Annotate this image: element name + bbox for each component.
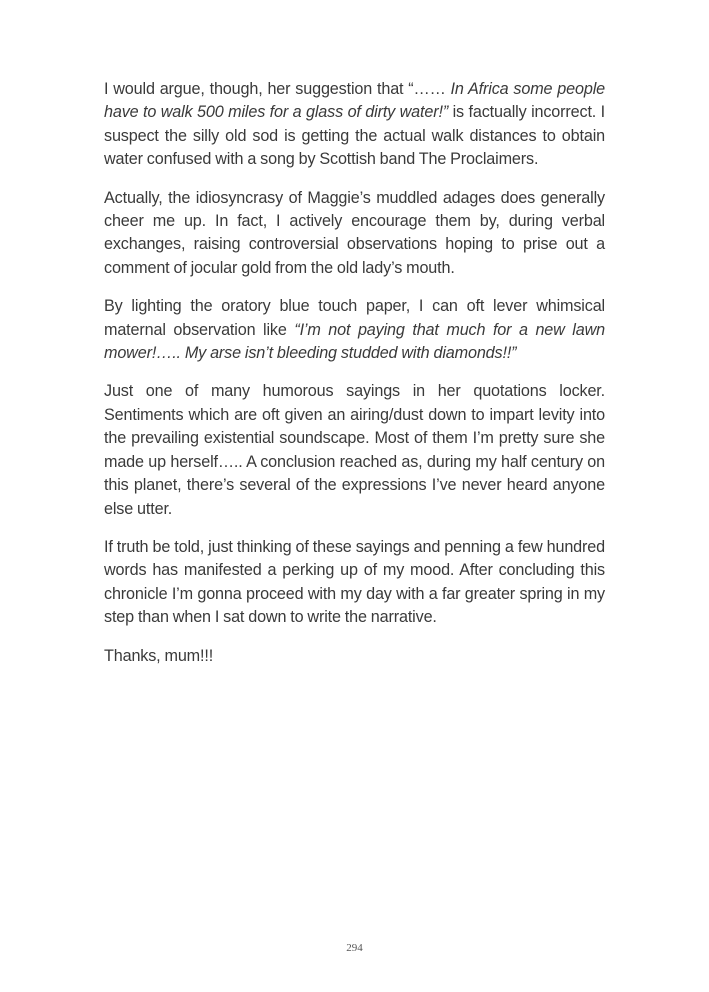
paragraph-text: I would argue, though, her suggestion that “…… — [104, 80, 451, 98]
paragraph-text: Actually, the idiosyncrasy of Maggie’s muddled adages does generally cheer me up. In fact, I actively encourage them by, during verbal exchanges, raising controversial observations hoping to prise out a comment of jocular gold from the old lady’s mouth. — [104, 188, 605, 277]
paragraph-text: Just one of many humorous sayings in her quotations locker. Sentiments which are oft given an airing/dust down to impart levity into the prevailing existential soundscape. Most of them I’m pretty sure she made up herself….. A conclusion reached as, during my half century on this planet, there’s several of the expressions I’ve never heard anyone else utter. — [104, 382, 605, 518]
paragraph-text: Thanks, mum!!! — [104, 646, 214, 665]
quoted-saying: “I’m not paying that much for a new lawn mower!….. My arse isn’t bleeding studded with diamonds!!” — [104, 320, 605, 363]
paragraph-3 — [104, 295, 605, 365]
paragraph-text: is factually incorrect. I suspect the silly old sod is getting the actual walk distances to obtain water confused with a song by Scottish band The Proclaimers. — [104, 103, 606, 169]
quoted-saying: In Africa some people have to walk 500 miles for a glass of dirty water!” — [104, 80, 605, 122]
page-number: 294 — [346, 942, 363, 954]
paragraph-text: By lighting the oratory blue touch paper, I can oft lever whimsical maternal observation like — [104, 297, 605, 339]
paragraph-2 — [104, 187, 605, 281]
page-body — [104, 78, 605, 683]
paragraph-1 — [104, 78, 605, 172]
paragraph-6 — [104, 645, 605, 668]
paragraph-5 — [104, 536, 605, 630]
paragraph-4 — [104, 380, 605, 520]
paragraph-text: If truth be told, just thinking of these sayings and penning a few hundred words has manifested a perking up of my mood. After concluding this chronicle I’m gonna proceed with my day with a far greater spring in my step than when I sat down to write the narrative. — [104, 537, 605, 627]
